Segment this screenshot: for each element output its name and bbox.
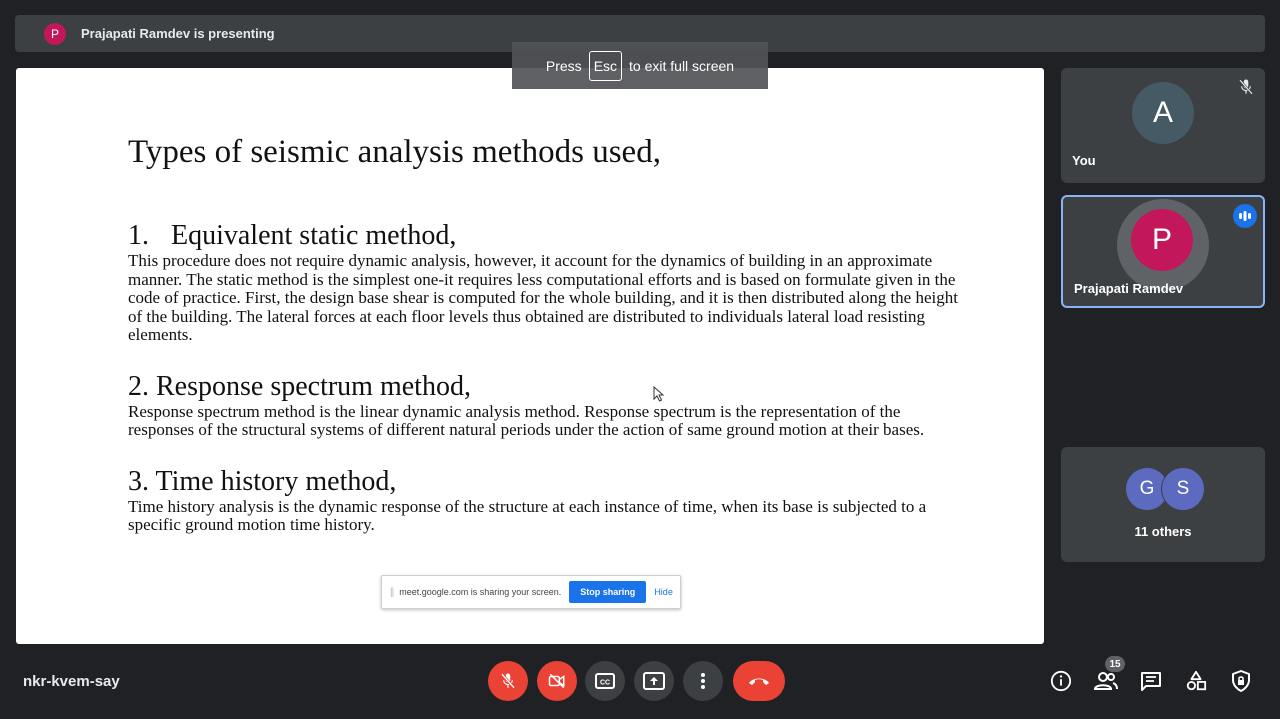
meeting-code: nkr-kvem-say	[23, 673, 120, 690]
chat-button[interactable]	[1138, 668, 1164, 694]
camera-toggle-button[interactable]	[537, 661, 577, 701]
host-controls-button[interactable]	[1228, 668, 1254, 694]
present-screen-icon	[643, 672, 665, 690]
drag-handle-icon[interactable]: ||	[390, 586, 394, 598]
activities-button[interactable]	[1183, 668, 1209, 694]
section-number: 1.	[128, 220, 149, 251]
section-response-spectrum	[128, 371, 968, 440]
participant-tile-presenter[interactable]	[1061, 195, 1265, 308]
section-body: Response spectrum method is the linear dynamic analysis method. Response spectrum is the representation of the responses of the structural systems of different natural periods under the action of same ground motion at their bases.	[128, 401, 925, 439]
section-heading: 1. Equivalent static method,	[128, 220, 457, 251]
info-icon	[1050, 670, 1072, 692]
present-now-button[interactable]	[634, 661, 674, 701]
esc-key: Esc	[589, 51, 622, 81]
section-body: Time history analysis is the dynamic response of the structure at each instance of time, when its base is subjected to a specific ground motion time history.	[128, 496, 927, 534]
camera-off-icon	[547, 672, 567, 690]
presenting-text: Prajapati Ramdev is presenting	[81, 26, 275, 41]
captions-button[interactable]	[585, 661, 625, 701]
more-vertical-icon	[700, 672, 706, 690]
section-body: This procedure does not require dynamic analysis, however, it account for the dynamics of building in an approximate manner. The static method is the simplest one-it requires less computational efforts and is based on formulate given in the code of practice. First, the design base shear is computed for the whole building, and it is then distributed along the height of the building. The lateral forces at each floor levels thus obtained are distributed to individuals lateral load resisting elements.	[128, 251, 958, 344]
screen-sharing-bar	[381, 575, 681, 609]
chat-icon	[1140, 671, 1162, 691]
mic-toggle-button[interactable]	[488, 661, 528, 701]
svg-text:CC: CC	[599, 679, 611, 687]
others-label: 11 others	[1134, 524, 1192, 539]
section-equivalent-static	[128, 220, 968, 345]
slide-content	[128, 132, 968, 535]
section-heading: 2. Response spectrum method,	[128, 370, 471, 402]
fullscreen-hint	[512, 42, 768, 89]
hint-rest: to exit full screen	[629, 57, 735, 74]
shapes-icon	[1185, 670, 1207, 692]
avatar: S	[1161, 467, 1205, 511]
hang-up-icon	[747, 675, 771, 687]
meeting-details-button[interactable]	[1048, 668, 1074, 694]
participant-name: You	[1072, 153, 1096, 168]
sharing-message: meet.google.com is sharing your screen.	[399, 587, 562, 597]
avatar: A	[1132, 82, 1194, 144]
leave-call-button[interactable]	[733, 661, 785, 701]
slide-title: Types of seismic analysis methods used,	[128, 134, 661, 170]
speaking-indicator-icon	[1233, 204, 1257, 228]
shared-screen	[16, 68, 1044, 644]
captions-icon	[595, 673, 615, 689]
participant-count-badge: 15	[1105, 656, 1125, 672]
mic-off-icon	[1237, 78, 1255, 96]
participant-name: Prajapati Ramdev	[1074, 281, 1184, 296]
avatar: G	[1125, 467, 1169, 511]
mic-off-icon	[499, 672, 517, 690]
section-time-history	[128, 466, 968, 535]
avatar: P	[1131, 209, 1193, 271]
hide-button[interactable]: Hide	[654, 587, 673, 597]
section-heading: 3. Time history method,	[128, 465, 397, 497]
participant-tile-others[interactable]	[1061, 447, 1265, 562]
stop-sharing-button[interactable]: Stop sharing	[569, 581, 646, 603]
more-options-button[interactable]	[683, 661, 723, 701]
shield-lock-icon	[1231, 670, 1251, 692]
presenter-avatar-small: P	[44, 23, 66, 45]
hint-press: Press	[545, 57, 582, 74]
participant-tile-you[interactable]	[1061, 68, 1265, 183]
people-icon	[1094, 671, 1118, 691]
mouse-cursor-icon	[653, 386, 665, 402]
